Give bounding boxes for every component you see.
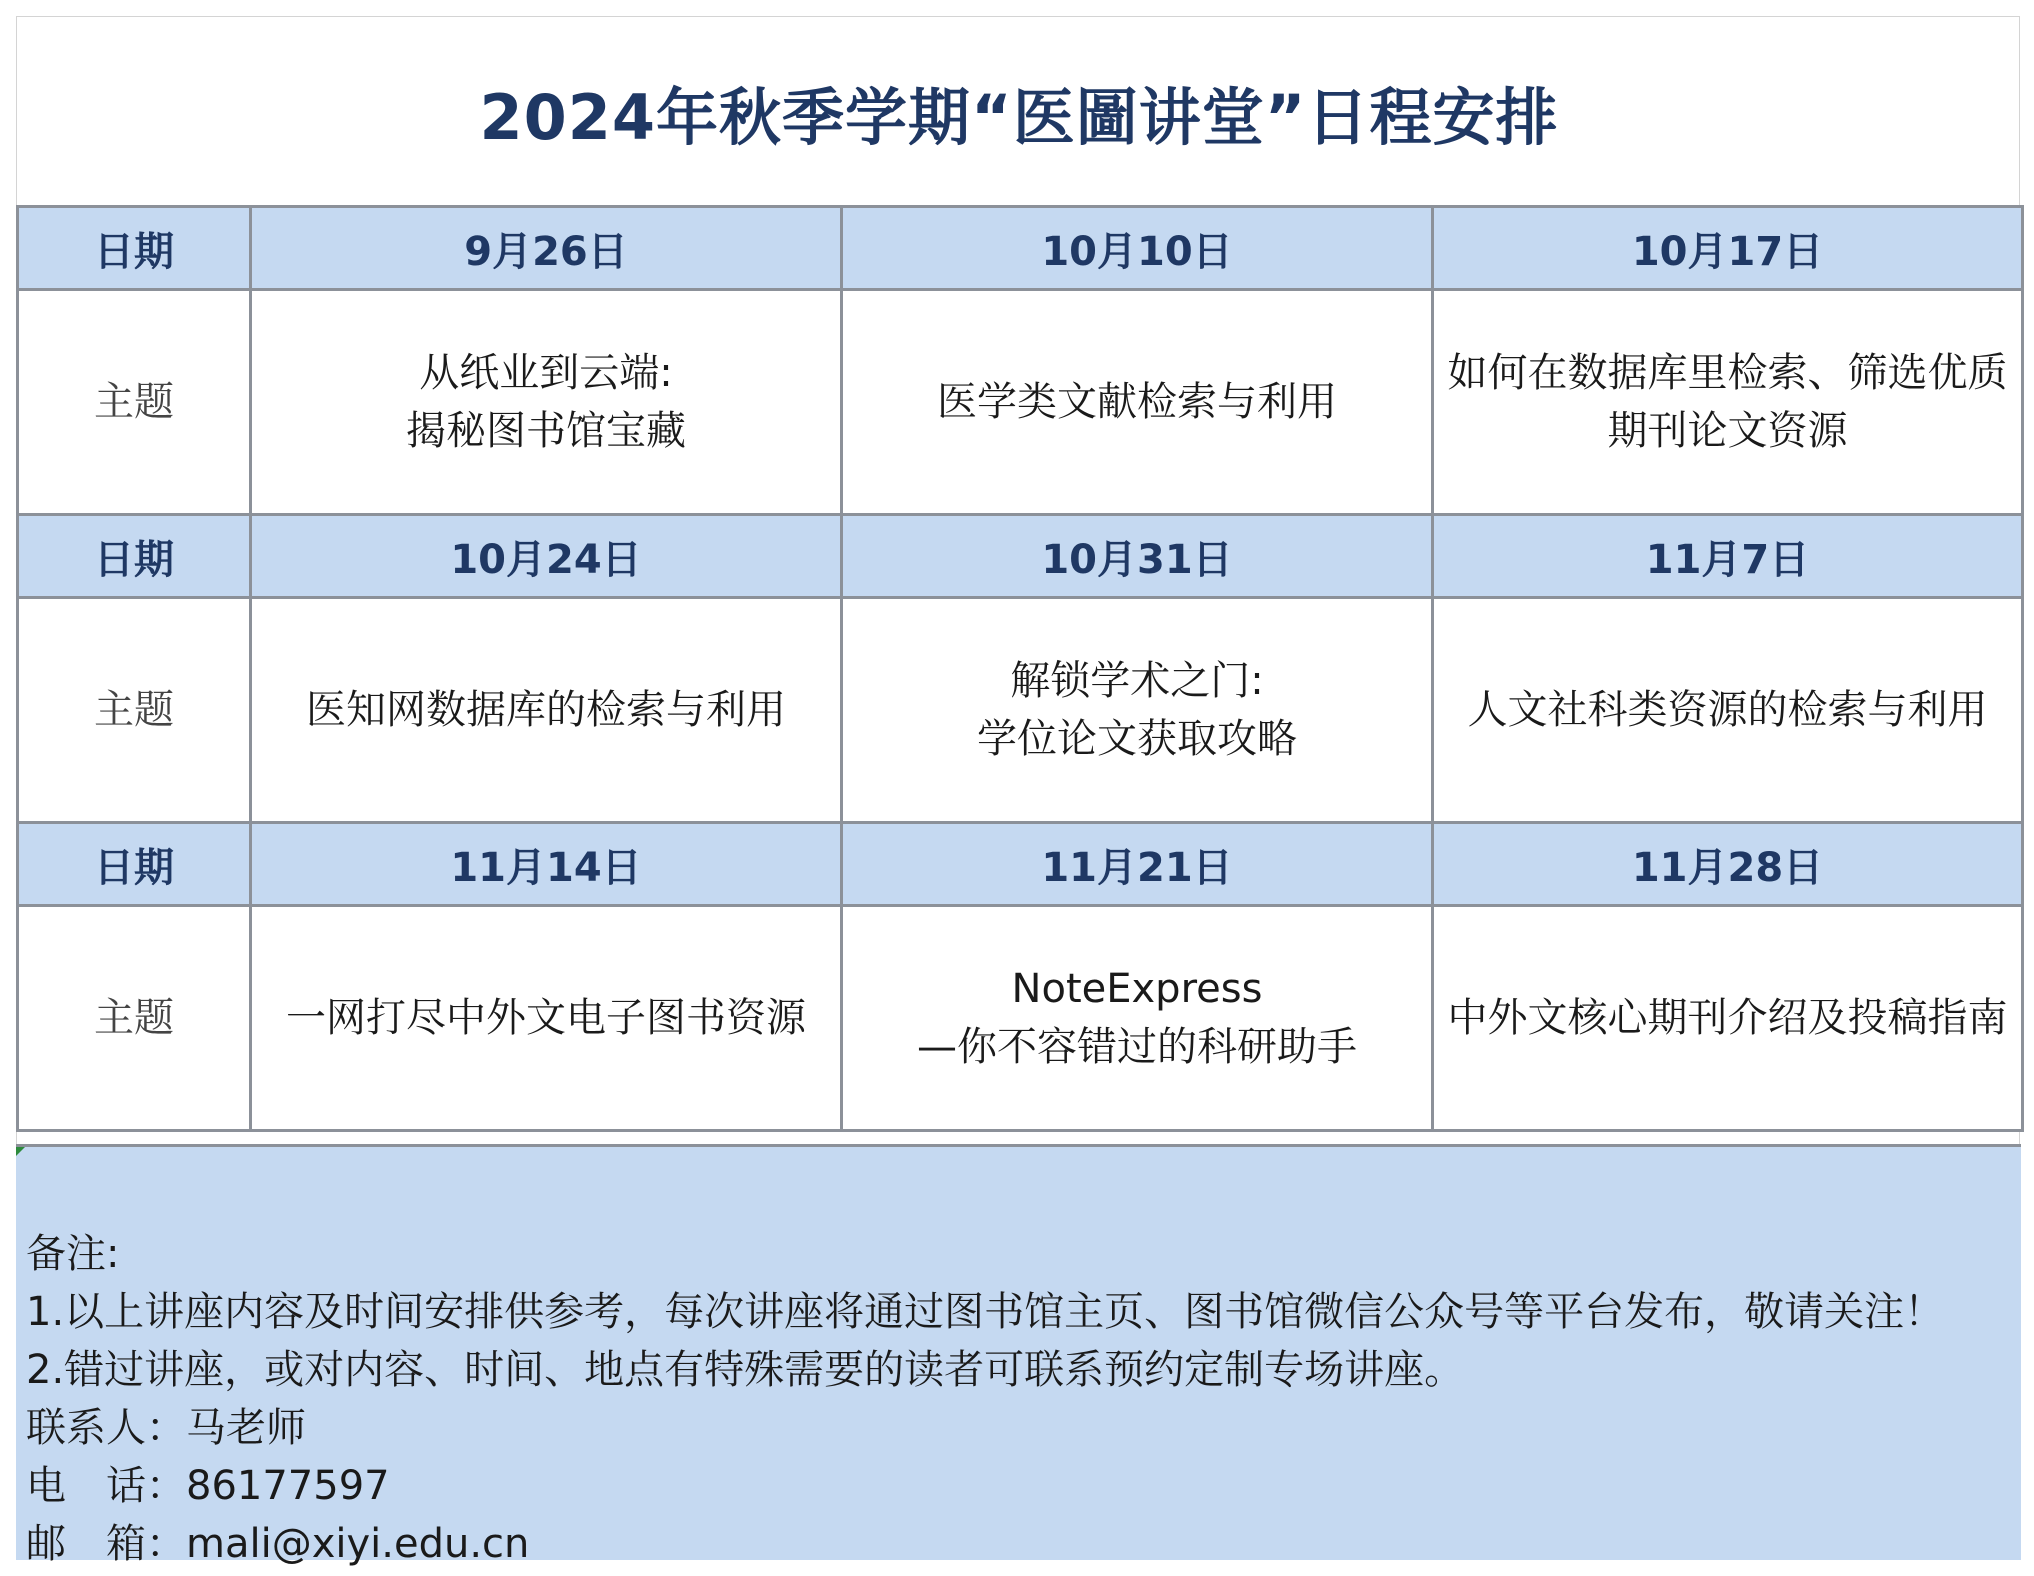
page-title: 2024年秋季学期“医圖讲堂”日程安排 — [479, 80, 1559, 154]
notes-item-1: 1.以上讲座内容及时间安排供参考，每次讲座将通过图书馆主页、图书馆微信公众号等平台发布，敬请关注！ — [26, 1289, 1945, 1335]
date-row — [18, 207, 2023, 290]
topic-cell — [1433, 598, 2023, 823]
date-cell: 10月31日 — [842, 515, 1433, 598]
date-row-label: 日期 — [18, 515, 251, 598]
topic-cell — [251, 598, 842, 823]
topic-line: 如何在数据库里检索、筛选优质 — [1447, 350, 2008, 396]
topic-line: 解锁学术之门: — [1010, 658, 1264, 704]
topic-line: 医学类文献检索与利用 — [937, 379, 1337, 425]
topic-row — [18, 598, 2023, 823]
date-row — [18, 823, 2023, 906]
date-cell: 9月26日 — [251, 207, 842, 290]
topic-line: 期刊论文资源 — [1607, 408, 1848, 454]
topic-line: 医知网数据库的检索与利用 — [306, 687, 786, 733]
topic-line: 学位论文获取攻略 — [977, 716, 1297, 762]
topic-line: —你不容错过的科研助手 — [917, 1024, 1357, 1070]
topic-cell — [1433, 290, 2023, 515]
topic-cell — [842, 598, 1433, 823]
topic-line: 一网打尽中外文电子图书资源 — [286, 995, 806, 1041]
contact-email: 邮 箱：mali@xiyi.edu.cn — [26, 1521, 530, 1567]
cell-comment-marker — [16, 1147, 25, 1156]
topic-row — [18, 906, 2023, 1131]
topic-cell — [251, 290, 842, 515]
date-cell: 11月14日 — [251, 823, 842, 906]
date-row-label: 日期 — [18, 207, 251, 290]
date-cell: 11月21日 — [842, 823, 1433, 906]
date-cell: 10月17日 — [1433, 207, 2023, 290]
topic-row-label: 主题 — [18, 906, 251, 1131]
date-row — [18, 515, 2023, 598]
schedule-sheet — [16, 16, 2020, 1567]
topic-cell — [842, 906, 1433, 1131]
topic-row-label: 主题 — [18, 290, 251, 515]
schedule-table — [16, 205, 2024, 1132]
topic-line: NoteExpress — [1011, 966, 1263, 1012]
notes-panel — [16, 1144, 2021, 1567]
notes-item-2: 2.错过讲座，或对内容、时间、地点有特殊需要的读者可联系预约定制专场讲座。 — [26, 1347, 1465, 1393]
topic-row-label: 主题 — [18, 598, 251, 823]
notes-heading: 备注: — [26, 1231, 120, 1277]
date-cell: 10月10日 — [842, 207, 1433, 290]
date-cell: 11月28日 — [1433, 823, 2023, 906]
topic-line: 人文社科类资源的检索与利用 — [1467, 687, 1988, 733]
date-cell: 10月24日 — [251, 515, 842, 598]
topic-line: 从纸业到云端: — [419, 350, 673, 396]
topic-cell — [1433, 906, 2023, 1131]
contact-phone: 电 话：86177597 — [26, 1463, 390, 1509]
topic-cell — [251, 906, 842, 1131]
topic-cell — [842, 290, 1433, 515]
date-row-label: 日期 — [18, 823, 251, 906]
date-cell: 11月7日 — [1433, 515, 2023, 598]
topic-row — [18, 290, 2023, 515]
topic-line: 中外文核心期刊介绍及投稿指南 — [1447, 995, 2008, 1041]
topic-line: 揭秘图书馆宝藏 — [406, 408, 686, 454]
contact-person: 联系人：马老师 — [26, 1405, 306, 1451]
